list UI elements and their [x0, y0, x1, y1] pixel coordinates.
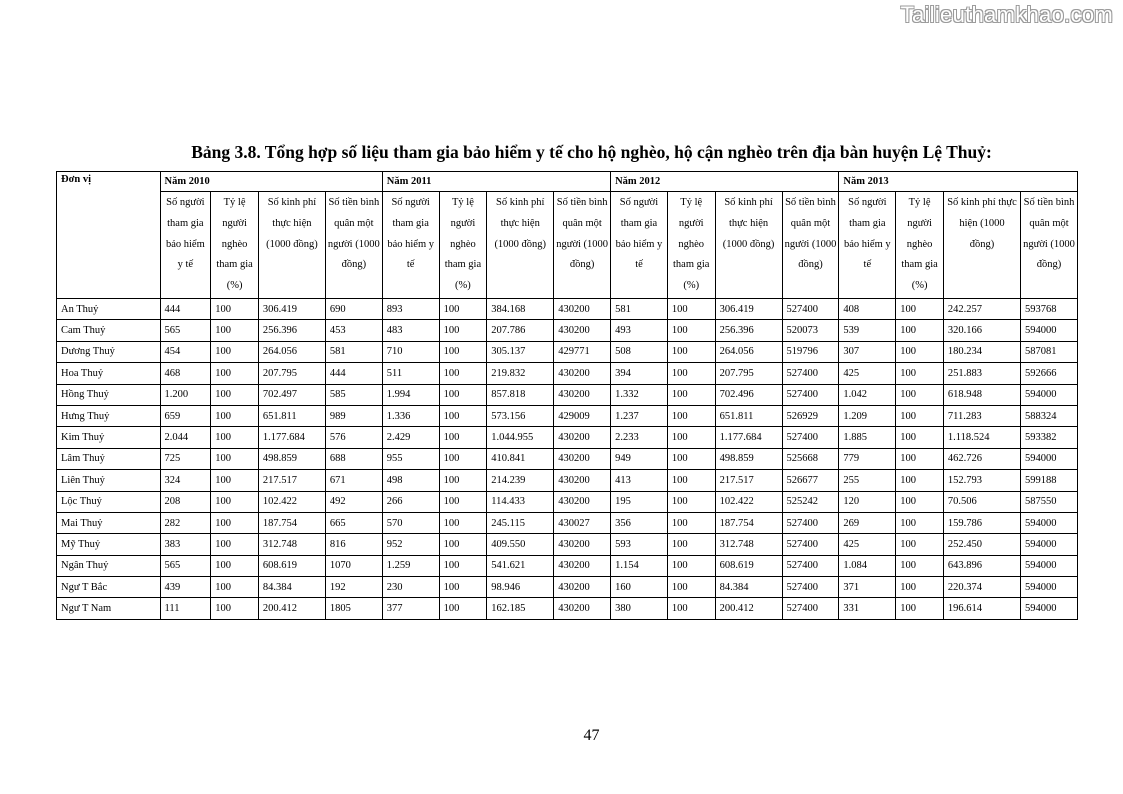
table-cell: 520073: [782, 320, 839, 341]
table-cell: 594000: [1021, 534, 1078, 555]
table-cell: 219.832: [487, 363, 554, 384]
table-row: [57, 384, 1078, 405]
table-cell: 527400: [782, 427, 839, 448]
table-cell: 220.374: [943, 577, 1020, 598]
table-cell: 255: [839, 470, 896, 491]
table-cell: 527400: [782, 534, 839, 555]
table-cell: 159.786: [943, 512, 1020, 533]
table-cell: 100: [896, 320, 944, 341]
unit-name-cell: An Thuỷ: [57, 298, 161, 319]
column-header-participants: Số người tham gia bảo hiểm y tế: [382, 192, 439, 299]
table-cell: 1.044.955: [487, 427, 554, 448]
table-cell: 256.396: [258, 320, 325, 341]
table-cell: 410.841: [487, 448, 554, 469]
table-cell: 1.177.684: [715, 427, 782, 448]
column-header-rate: Tỷ lệ người nghèo tham gia (%): [439, 192, 487, 299]
year-header-2012: Năm 2012: [611, 172, 839, 192]
table-cell: 527400: [782, 555, 839, 576]
table-cell: 702.497: [258, 384, 325, 405]
table-cell: 519796: [782, 341, 839, 362]
table-cell: 989: [325, 405, 382, 426]
unit-name-cell: Kim Thuỷ: [57, 427, 161, 448]
table-cell: 100: [211, 320, 259, 341]
table-cell: 587550: [1021, 491, 1078, 512]
table-cell: 508: [611, 341, 668, 362]
table-cell: 690: [325, 298, 382, 319]
table-cell: 100: [896, 363, 944, 384]
unit-name-cell: Hồng Thuỷ: [57, 384, 161, 405]
table-cell: 100: [896, 384, 944, 405]
table-cell: 857.818: [487, 384, 554, 405]
table-row: [57, 470, 1078, 491]
table-cell: 100: [667, 512, 715, 533]
table-cell: 618.948: [943, 384, 1020, 405]
table-cell: 100: [439, 320, 487, 341]
year-header-2011: Năm 2011: [382, 172, 610, 192]
table-cell: 100: [667, 320, 715, 341]
table-caption: Bảng 3.8. Tổng hợp số liệu tham gia bảo hiểm y tế cho hộ nghèo, hộ cận nghèo trên địa bàn huyện Lệ Thuỷ:: [191, 142, 992, 162]
table-cell: 511: [382, 363, 439, 384]
table-cell: 430200: [554, 427, 611, 448]
table-cell: 100: [667, 598, 715, 619]
table-cell: 100: [211, 577, 259, 598]
insurance-table: [56, 171, 1078, 620]
table-cell: 952: [382, 534, 439, 555]
table-cell: 100: [211, 384, 259, 405]
table-cell: 949: [611, 448, 668, 469]
table-cell: 100: [439, 598, 487, 619]
column-header-rate: Tỷ lệ người nghèo tham gia (%): [667, 192, 715, 299]
table-cell: 100: [667, 577, 715, 598]
table-cell: 2.429: [382, 427, 439, 448]
table-cell: 454: [160, 341, 211, 362]
page-number: 47: [583, 727, 600, 744]
table-cell: 100: [667, 341, 715, 362]
table-cell: 955: [382, 448, 439, 469]
table-cell: 651.811: [715, 405, 782, 426]
table-cell: 217.517: [258, 470, 325, 491]
table-cell: 251.883: [943, 363, 1020, 384]
table-cell: 430200: [554, 298, 611, 319]
table-cell: 307: [839, 341, 896, 362]
unit-name-cell: Liên Thuỷ: [57, 470, 161, 491]
table-cell: 585: [325, 384, 382, 405]
table-cell: 100: [667, 384, 715, 405]
table-cell: 2.233: [611, 427, 668, 448]
table-cell: 114.433: [487, 491, 554, 512]
table-cell: 594000: [1021, 598, 1078, 619]
table-cell: 1.042: [839, 384, 896, 405]
table-cell: 384.168: [487, 298, 554, 319]
table-cell: 100: [439, 448, 487, 469]
table-cell: 462.726: [943, 448, 1020, 469]
table-cell: 264.056: [258, 341, 325, 362]
column-header-rate: Tỷ lệ người nghèo tham gia (%): [896, 192, 944, 299]
unit-name-cell: Mai Thuỷ: [57, 512, 161, 533]
table-cell: 430200: [554, 384, 611, 405]
table-cell: 356: [611, 512, 668, 533]
table-cell: 100: [667, 298, 715, 319]
table-cell: 100: [439, 298, 487, 319]
table-cell: 439: [160, 577, 211, 598]
table-cell: 1.885: [839, 427, 896, 448]
table-cell: 608.619: [258, 555, 325, 576]
table-row: [57, 405, 1078, 426]
table-cell: 725: [160, 448, 211, 469]
table-cell: 893: [382, 298, 439, 319]
table-cell: 102.422: [258, 491, 325, 512]
table-cell: 98.946: [487, 577, 554, 598]
table-cell: 570: [382, 512, 439, 533]
year-header-2013: Năm 2013: [839, 172, 1078, 192]
column-header-funding: Số kinh phí thực hiện (1000 đồng): [258, 192, 325, 299]
column-header-participants: Số người tham gia bảo hiểm y tế: [839, 192, 896, 299]
table-cell: 444: [325, 363, 382, 384]
year-header-row: [57, 172, 1078, 192]
table-cell: 651.811: [258, 405, 325, 426]
table-cell: 430200: [554, 491, 611, 512]
table-cell: 100: [896, 448, 944, 469]
table-cell: 217.517: [715, 470, 782, 491]
table-cell: 208: [160, 491, 211, 512]
table-cell: 100: [439, 470, 487, 491]
table-cell: 70.506: [943, 491, 1020, 512]
table-cell: 702.496: [715, 384, 782, 405]
table-cell: 498: [382, 470, 439, 491]
table-cell: 1.084: [839, 555, 896, 576]
table-cell: 100: [439, 384, 487, 405]
table-cell: 599188: [1021, 470, 1078, 491]
table-row: [57, 512, 1078, 533]
table-cell: 430200: [554, 534, 611, 555]
table-cell: 100: [667, 405, 715, 426]
table-cell: 256.396: [715, 320, 782, 341]
table-cell: 1.332: [611, 384, 668, 405]
table-row: [57, 555, 1078, 576]
table-cell: 102.422: [715, 491, 782, 512]
table-cell: 100: [896, 405, 944, 426]
unit-name-cell: Mỹ Thuỷ: [57, 534, 161, 555]
unit-name-cell: Ngư T Nam: [57, 598, 161, 619]
table-cell: 527400: [782, 363, 839, 384]
table-cell: 592666: [1021, 363, 1078, 384]
unit-name-cell: Lâm Thuỷ: [57, 448, 161, 469]
table-cell: 594000: [1021, 555, 1078, 576]
table-cell: 588324: [1021, 405, 1078, 426]
table-cell: 527400: [782, 598, 839, 619]
table-cell: 408: [839, 298, 896, 319]
table-cell: 214.239: [487, 470, 554, 491]
column-header-participants: Số người tham gia bảo hiểm y tế: [611, 192, 668, 299]
table-cell: 430200: [554, 320, 611, 341]
table-row: [57, 363, 1078, 384]
table-cell: 100: [439, 491, 487, 512]
table-cell: 100: [439, 534, 487, 555]
table-cell: 160: [611, 577, 668, 598]
table-cell: 100: [211, 491, 259, 512]
table-cell: 425: [839, 534, 896, 555]
table-cell: 527400: [782, 384, 839, 405]
table-cell: 207.795: [715, 363, 782, 384]
table-cell: 1.177.684: [258, 427, 325, 448]
table-cell: 1.336: [382, 405, 439, 426]
unit-name-cell: Lộc Thuỷ: [57, 491, 161, 512]
table-cell: 100: [667, 427, 715, 448]
table-cell: 162.185: [487, 598, 554, 619]
table-cell: 312.748: [715, 534, 782, 555]
table-cell: 430200: [554, 448, 611, 469]
table-cell: 1805: [325, 598, 382, 619]
table-cell: 84.384: [715, 577, 782, 598]
table-cell: 430200: [554, 577, 611, 598]
table-row: [57, 577, 1078, 598]
table-cell: 1.237: [611, 405, 668, 426]
table-cell: 266: [382, 491, 439, 512]
table-cell: 394: [611, 363, 668, 384]
table-cell: 1.118.524: [943, 427, 1020, 448]
table-cell: 816: [325, 534, 382, 555]
table-row: [57, 534, 1078, 555]
table-cell: 306.419: [715, 298, 782, 319]
table-row: [57, 341, 1078, 362]
table-cell: 711.283: [943, 405, 1020, 426]
table-cell: 152.793: [943, 470, 1020, 491]
table-cell: 779: [839, 448, 896, 469]
table-row: [57, 298, 1078, 319]
table-cell: 541.621: [487, 555, 554, 576]
table-cell: 192: [325, 577, 382, 598]
table-cell: 100: [211, 598, 259, 619]
table-cell: 430200: [554, 555, 611, 576]
column-header-funding: Số kinh phí thực hiện (1000 đồng): [715, 192, 782, 299]
table-cell: 100: [439, 577, 487, 598]
column-header-avg-per-person: Số tiền bình quân một người (1000 đồng): [1021, 192, 1078, 299]
table-cell: 100: [667, 448, 715, 469]
unit-name-cell: Dương Thuỷ: [57, 341, 161, 362]
table-cell: 1.259: [382, 555, 439, 576]
unit-name-cell: Cam Thuỷ: [57, 320, 161, 341]
table-cell: 593382: [1021, 427, 1078, 448]
table-cell: 429009: [554, 405, 611, 426]
table-cell: 594000: [1021, 320, 1078, 341]
table-cell: 1.209: [839, 405, 896, 426]
unit-name-cell: Hưng Thuỷ: [57, 405, 161, 426]
table-cell: 100: [896, 555, 944, 576]
table-cell: 195: [611, 491, 668, 512]
table-cell: 413: [611, 470, 668, 491]
unit-header: Đơn vị: [57, 172, 161, 299]
table-cell: 498.859: [715, 448, 782, 469]
table-cell: 100: [211, 363, 259, 384]
table-cell: 100: [896, 298, 944, 319]
table-cell: 430027: [554, 512, 611, 533]
table-cell: 594000: [1021, 577, 1078, 598]
table-cell: 100: [896, 491, 944, 512]
table-cell: 100: [896, 427, 944, 448]
table-cell: 100: [896, 598, 944, 619]
table-cell: 1.200: [160, 384, 211, 405]
table-cell: 100: [667, 491, 715, 512]
table-cell: 269: [839, 512, 896, 533]
table-cell: 100: [896, 512, 944, 533]
table-cell: 100: [896, 577, 944, 598]
table-cell: 1070: [325, 555, 382, 576]
table-cell: 306.419: [258, 298, 325, 319]
table-cell: 525242: [782, 491, 839, 512]
table-cell: 305.137: [487, 341, 554, 362]
table-cell: 100: [667, 363, 715, 384]
unit-name-cell: Hoa Thuỷ: [57, 363, 161, 384]
table-row: [57, 448, 1078, 469]
table-cell: 100: [667, 555, 715, 576]
table-cell: 187.754: [258, 512, 325, 533]
table-cell: 320.166: [943, 320, 1020, 341]
unit-name-cell: Ngư T Bắc: [57, 577, 161, 598]
table-cell: 100: [211, 405, 259, 426]
table-cell: 710: [382, 341, 439, 362]
table-cell: 444: [160, 298, 211, 319]
table-cell: 100: [667, 470, 715, 491]
table-cell: 665: [325, 512, 382, 533]
table-cell: 594000: [1021, 512, 1078, 533]
table-cell: 593: [611, 534, 668, 555]
table-cell: 245.115: [487, 512, 554, 533]
table-cell: 282: [160, 512, 211, 533]
table-cell: 565: [160, 555, 211, 576]
table-cell: 608.619: [715, 555, 782, 576]
table-cell: 430200: [554, 470, 611, 491]
table-cell: 111: [160, 598, 211, 619]
table-row: [57, 427, 1078, 448]
table-cell: 581: [325, 341, 382, 362]
table-cell: 100: [439, 405, 487, 426]
table-cell: 594000: [1021, 384, 1078, 405]
table-cell: 200.412: [715, 598, 782, 619]
table-cell: 100: [896, 534, 944, 555]
table-cell: 84.384: [258, 577, 325, 598]
table-cell: 100: [439, 555, 487, 576]
table-cell: 594000: [1021, 448, 1078, 469]
column-header-avg-per-person: Số tiền bình quân một người (1000 đồng): [325, 192, 382, 299]
table-cell: 120: [839, 491, 896, 512]
table-cell: 576: [325, 427, 382, 448]
table-cell: 100: [211, 448, 259, 469]
watermark: Tailieuthamkhao.com: [900, 2, 1113, 27]
column-header-row: [57, 192, 1078, 299]
table-cell: 453: [325, 320, 382, 341]
table-cell: 643.896: [943, 555, 1020, 576]
table-cell: 527400: [782, 577, 839, 598]
table-cell: 527400: [782, 512, 839, 533]
table-cell: 659: [160, 405, 211, 426]
table-row: [57, 320, 1078, 341]
table-cell: 100: [211, 470, 259, 491]
table-cell: 100: [211, 341, 259, 362]
table-cell: 1.154: [611, 555, 668, 576]
table-cell: 100: [439, 512, 487, 533]
table-cell: 671: [325, 470, 382, 491]
table-cell: 498.859: [258, 448, 325, 469]
table-cell: 100: [896, 470, 944, 491]
column-header-funding: Số kinh phí thực hiện (1000 đồng): [943, 192, 1020, 299]
table-cell: 100: [439, 363, 487, 384]
table-cell: 100: [211, 427, 259, 448]
table-cell: 383: [160, 534, 211, 555]
year-header-2010: Năm 2010: [160, 172, 382, 192]
table-cell: 526929: [782, 405, 839, 426]
table-cell: 371: [839, 577, 896, 598]
table-cell: 573.156: [487, 405, 554, 426]
column-header-funding: Số kinh phí thực hiện (1000 đồng): [487, 192, 554, 299]
table-cell: 429771: [554, 341, 611, 362]
table-cell: 527400: [782, 298, 839, 319]
table-cell: 565: [160, 320, 211, 341]
table-cell: 207.795: [258, 363, 325, 384]
table-cell: 409.550: [487, 534, 554, 555]
table-cell: 252.450: [943, 534, 1020, 555]
table-cell: 380: [611, 598, 668, 619]
table-cell: 100: [439, 341, 487, 362]
table-cell: 430200: [554, 363, 611, 384]
table-cell: 100: [667, 534, 715, 555]
table-cell: 581: [611, 298, 668, 319]
table-cell: 377: [382, 598, 439, 619]
table-cell: 180.234: [943, 341, 1020, 362]
column-header-participants: Số người tham gia bảo hiểm y tế: [160, 192, 211, 299]
table-cell: 1.994: [382, 384, 439, 405]
table-cell: 430200: [554, 598, 611, 619]
table-cell: 425: [839, 363, 896, 384]
table-cell: 331: [839, 598, 896, 619]
table-cell: 593768: [1021, 298, 1078, 319]
table-cell: 100: [211, 555, 259, 576]
table-cell: 196.614: [943, 598, 1020, 619]
table-cell: 200.412: [258, 598, 325, 619]
table-cell: 100: [211, 534, 259, 555]
table-cell: 207.786: [487, 320, 554, 341]
unit-name-cell: Ngân Thuỷ: [57, 555, 161, 576]
table-cell: 230: [382, 577, 439, 598]
table-cell: 100: [896, 341, 944, 362]
table-row: [57, 598, 1078, 619]
table-cell: 100: [211, 512, 259, 533]
table-cell: 526677: [782, 470, 839, 491]
table-cell: 100: [439, 427, 487, 448]
table-cell: 100: [211, 298, 259, 319]
table-cell: 312.748: [258, 534, 325, 555]
table-cell: 468: [160, 363, 211, 384]
column-header-rate: Tỷ lệ người nghèo tham gia (%): [211, 192, 259, 299]
table-cell: 492: [325, 491, 382, 512]
table-cell: 539: [839, 320, 896, 341]
table-cell: 587081: [1021, 341, 1078, 362]
table-cell: 688: [325, 448, 382, 469]
table-cell: 525668: [782, 448, 839, 469]
table-cell: 324: [160, 470, 211, 491]
table-row: [57, 491, 1078, 512]
table-cell: 187.754: [715, 512, 782, 533]
column-header-avg-per-person: Số tiền bình quân một người (1000 đồng): [554, 192, 611, 299]
table-cell: 493: [611, 320, 668, 341]
column-header-avg-per-person: Số tiền bình quân một người (1000 đồng): [782, 192, 839, 299]
table-cell: 242.257: [943, 298, 1020, 319]
table-cell: 2.044: [160, 427, 211, 448]
table-cell: 483: [382, 320, 439, 341]
table-cell: 264.056: [715, 341, 782, 362]
